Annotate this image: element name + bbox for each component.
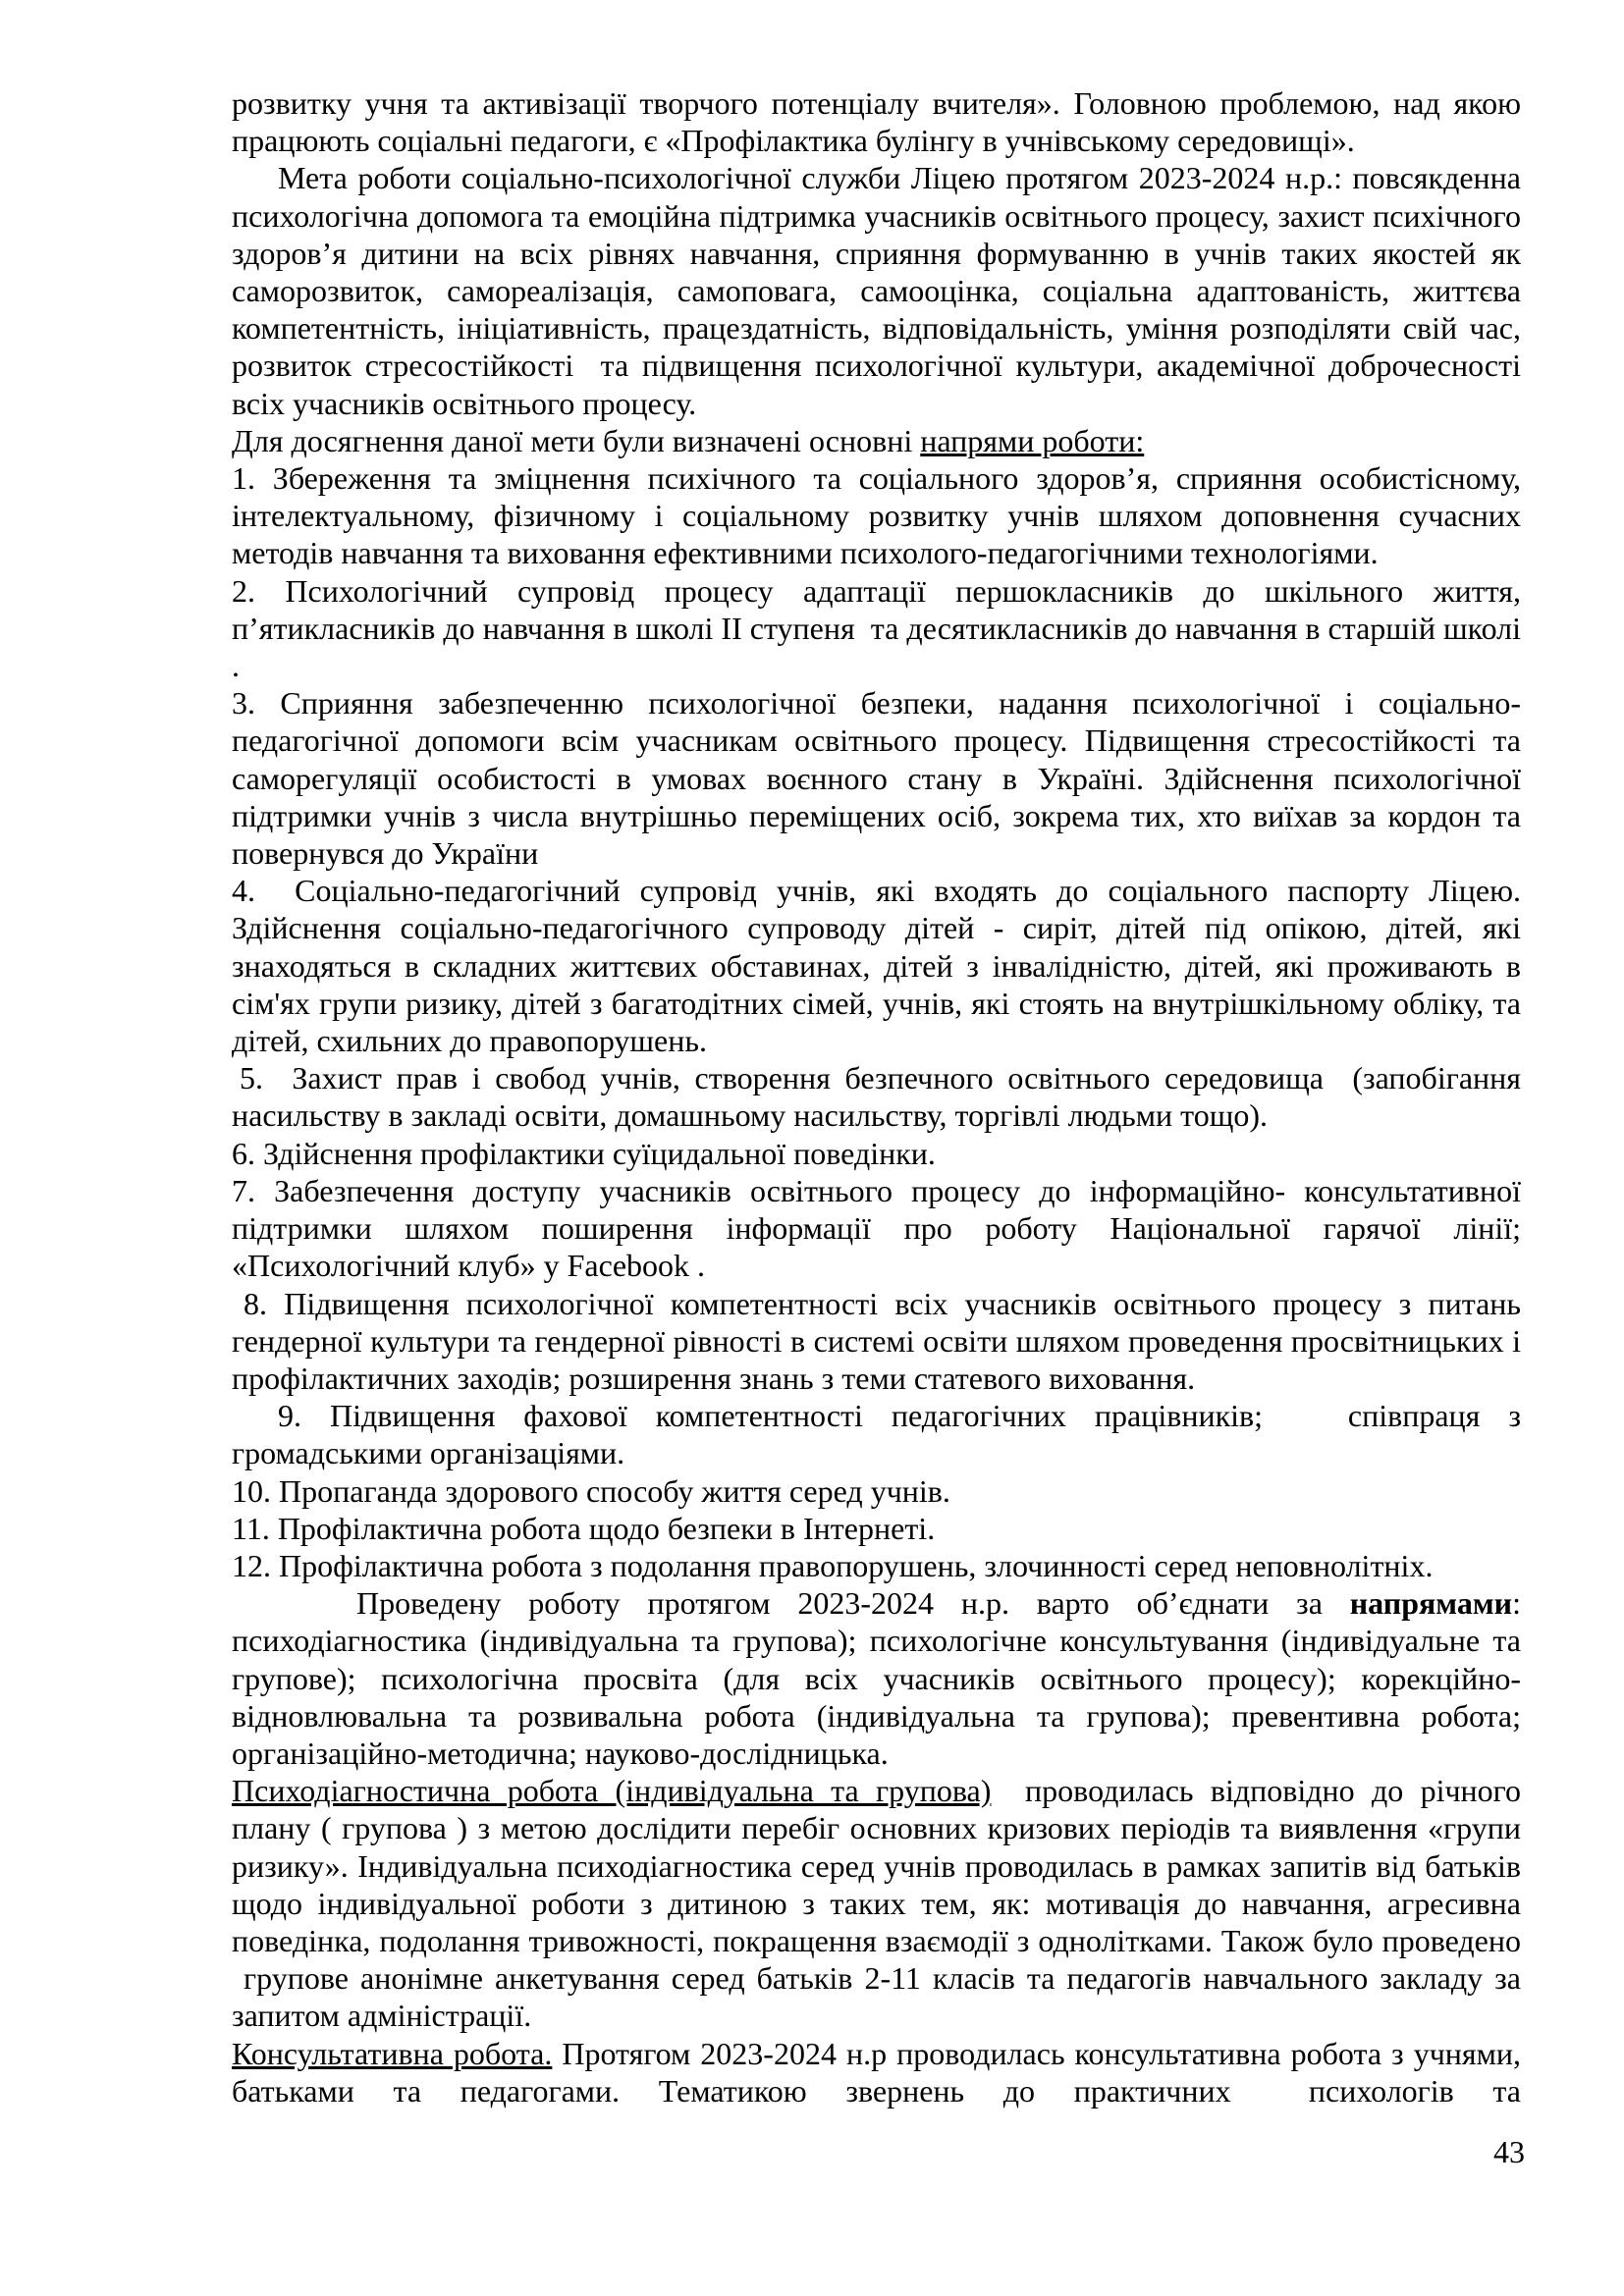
- paragraph-1: [232, 84, 1521, 159]
- paragraph-14: [232, 1510, 1521, 1547]
- text-run: 4. Соціально-педагогічний супровід учнів, які входять до соціального паспорту Ліцею. Здійснення соціально-педагогічного супроводу дітей - сиріт, дітей під опікою, дітей, які знаходяться в складних життєвих обставинах, дітей з інвалідністю, дітей, які проживають в сім'ях групи ризику, дітей з багатодітних сімей, учнів, які стоять на внутрішкільному обліку, та дітей, схильних до правопорушень.: [232, 873, 1521, 1059]
- paragraph-5: [232, 572, 1521, 685]
- text-run: 2. Психологічний супровід процесу адаптації першокласників до шкільного життя, п’ятикласників до навчання в школі II ступеня та десятикласників до навчання в старшій школі .: [232, 572, 1521, 684]
- paragraph-15: [232, 1547, 1521, 1584]
- text-run: Протягом 2023-2024 н.р проводилась консультативна робота з учнями, батьками та педагогами. Тематикою звернень до практичних психологів та: [232, 2035, 1522, 2109]
- paragraph-18: [232, 2035, 1521, 2109]
- text-run: проводилась відповідно до річного плану ( групова ) з метою дослідити перебіг основних кризових періодів та виявлення «групи ризику». Індивідуальна психодіагностика серед учнів проводилась в рамках запитів від батьків щодо індивідуальної роботи з дитиною з таких тем, як: мотивація до навчання, агресивна поведінка, подолання тривожності, покращення взаємодії з однолітками. Також було проведено групове анонімне анкетування серед батьків 2-11 класів та педагогів навчального закладу за запитом адміністрації.: [232, 1773, 1522, 2034]
- text-run: : психодіагностика (індивідуальна та групова); психологічне консультування (індивідуальне та групове); психологічна просвіта (для всіх учасників освітнього процесу); корекційно-відновлювальна та розвивальна робота (індивідуальна та групова); превентивна робота; організаційно-методична; науково-дослідницька.: [232, 1585, 1521, 1771]
- underlined-run: Консультативна робота.: [232, 2035, 553, 2071]
- text-run: 12. Профілактична робота з подолання правопорушень, злочинності серед неповнолітніх.: [232, 1547, 1434, 1583]
- underlined-run: Психодіагностична робота (індивідуальна та групова): [232, 1773, 992, 1809]
- text-run: 5. Захист прав і свобод учнів, створення безпечного освітнього середовища (запобігання насильству в закладі освіти, домашньому насильству, торгівлі людьми тощо).: [232, 1060, 1521, 1134]
- text-run: 3. Сприяння забезпеченню психологічної безпеки, надання психологічної і соціально-педагогічної допомоги всім учасникам освітнього процесу. Підвищення стресостійкості та саморегуляції особистості в умовах воєнного стану в Україні. Здійснення психологічної підтримки учнів з числа внутрішньо переміщених осіб, зокрема тих, хто виїхав за кордон та повернувся до України: [232, 685, 1521, 872]
- text-run: Мета роботи соціально-психологічної служби Ліцею протягом 2023-2024 н.р.: повсякденна психологічна допомога та емоційна підтримка учасників освітнього процесу, захист психічного здоров’я дитини на всіх рівнях навчання, сприяння формуванню в учнів таких якостей як саморозвиток, самореалізація, самоповага, самооцінка, соціальна адаптованість, життєва компетентність, ініціативність, працездатність, відповідальність, уміння розподіляти свій час, розвиток стресостійкості та підвищення психологічної культури, академічної доброчесності всіх учасників освітнього процесу.: [232, 160, 1521, 421]
- text-run: Проведену роботу протягом 2023-2024 н.р. варто об’єднати за: [356, 1585, 1350, 1622]
- text-run: 10. Пропаганда здорового способу життя серед учнів.: [232, 1472, 950, 1509]
- paragraph-11: [232, 1285, 1521, 1398]
- document-text: [232, 84, 1521, 2109]
- text-run: 9. Підвищення фахової компетентності педагогічних працівників; співпраця з громадськими організаціями.: [232, 1398, 1521, 1471]
- paragraph-13: [232, 1472, 1521, 1510]
- paragraph-4: [232, 459, 1521, 572]
- text-run: розвитку учня та активізації творчого потенціалу вчителя». Головною проблемою, над якою працюють соціальні педагоги, є «Профілактика булінгу в учнівському середовищі».: [232, 85, 1521, 159]
- paragraph-16: [232, 1584, 1521, 1772]
- paragraph-9: [232, 1135, 1521, 1172]
- paragraph-6: [232, 684, 1521, 872]
- text-run: 6. Здійснення профілактики суїцидальної поведінки.: [232, 1135, 936, 1171]
- underlined-run: напрями роботи:: [920, 422, 1145, 458]
- text-run: 8. Підвищення психологічної компетентності всіх учасників освітнього процесу з питань гендерної культури та гендерної рівності в системі освіти шляхом проведення просвітницьких і профілактичних заходів; розширення знань з теми статевого виховання.: [232, 1285, 1521, 1396]
- paragraph-17: [232, 1772, 1521, 2034]
- paragraph-2: [232, 159, 1521, 421]
- paragraph-10: [232, 1172, 1521, 1285]
- paragraph-7: [232, 872, 1521, 1059]
- text-run: 1. Збереження та зміцнення психічного та соціального здоров’я, сприяння особистісному, інтелектуальному, фізичному і соціальному розвитку учнів шляхом доповнення сучасних методів навчання та виховання ефективними психолого-педагогічними технологіями.: [232, 460, 1521, 571]
- text-run: Для досягнення даної мети були визначені основні: [232, 422, 921, 458]
- text-run: 7. Забезпечення доступу учасників освітнього процесу до інформаційно- консультативної підтримки шляхом поширення інформації про роботу Національної гарячої лінії; «Психологічний клуб» у Facebook .: [232, 1172, 1521, 1284]
- paragraph-12: [232, 1397, 1521, 1471]
- paragraph-8: [232, 1059, 1521, 1134]
- bold-run: напрямами: [1349, 1585, 1513, 1622]
- page-number: 43: [1493, 2134, 1525, 2169]
- text-run: 11. Профілактична робота щодо безпеки в Інтернеті.: [232, 1510, 936, 1546]
- paragraph-3: [232, 422, 1521, 459]
